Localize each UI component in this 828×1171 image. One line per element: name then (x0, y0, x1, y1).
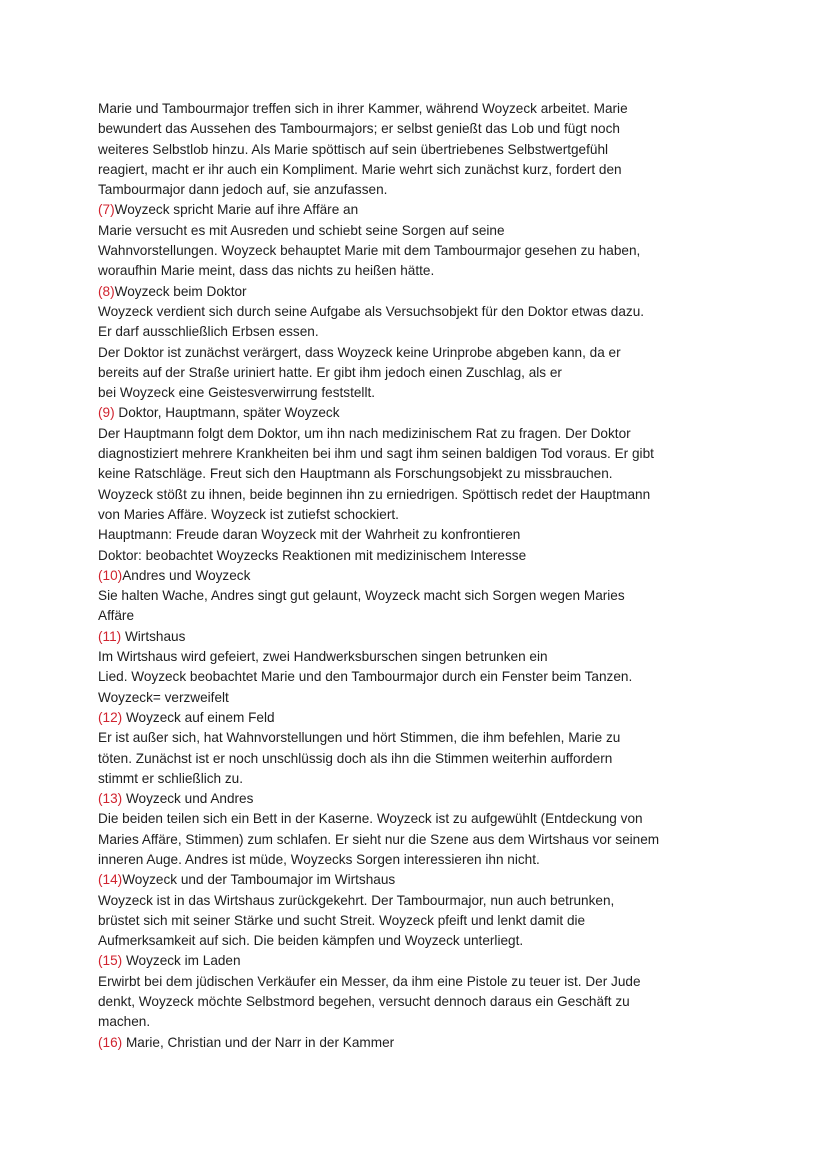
text-line (98, 606, 738, 626)
text-line (98, 180, 738, 200)
line-text: Doktor: beobachtet Woyzecks Reaktionen mit medizinischem Interesse (98, 547, 527, 563)
line-text: Woyzeck= verzweifelt (98, 689, 229, 705)
line-text: Maries Affäre, Stimmen) zum schlafen. Er sieht nur die Szene aus dem Wirtshaus vor seinem (98, 831, 660, 847)
text-line (98, 424, 738, 444)
line-text: stimmt er schließlich zu. (98, 770, 244, 786)
line-text: Der Hauptmann folgt dem Doktor, um ihn nach medizinischem Rat zu fragen. Der Doktor (98, 425, 631, 441)
document-page (98, 99, 738, 1053)
scene-title: Woyzeck im Laden (122, 953, 241, 969)
scene-number: (14) (98, 872, 123, 888)
line-text: Marie versucht es mit Ausreden und schiebt seine Sorgen auf seine (98, 222, 505, 238)
line-text: reagiert, macht er ihr auch ein Kompliment. Marie wehrt sich zunächst kurz, fordert den (98, 161, 622, 177)
line-text: Er darf ausschließlich Erbsen essen. (98, 324, 319, 340)
line-text: Hauptmann: Freude daran Woyzeck mit der Wahrheit zu konfrontieren (98, 527, 521, 543)
scene-title: Doktor, Hauptmann, später Woyzeck (114, 405, 340, 421)
scene-heading (98, 200, 738, 220)
text-line (98, 891, 738, 911)
text-line (98, 749, 738, 769)
scene-number: (11) (98, 628, 122, 644)
scene-heading (98, 951, 738, 971)
text-line (98, 586, 738, 606)
scene-title: Woyzeck und der Tamboumajor im Wirtshaus (122, 872, 396, 888)
text-line (98, 830, 738, 850)
text-line (98, 241, 738, 261)
line-text: inneren Auge. Andres ist müde, Woyzecks Sorgen interessieren ihn nicht. (98, 851, 540, 867)
scene-number: (10) (98, 567, 123, 583)
line-text: von Maries Affäre. Woyzeck ist zutiefst schockiert. (98, 506, 399, 522)
scene-heading (98, 1033, 738, 1053)
scene-number: (7) (98, 202, 115, 218)
scene-heading (98, 627, 738, 647)
line-text: Erwirbt bei dem jüdischen Verkäufer ein Messer, da ihm eine Pistole zu teuer ist. Der Jude (98, 973, 641, 989)
line-text: bewundert das Aussehen des Tambourmajors; er selbst genießt das Lob und fügt noch (98, 121, 620, 137)
line-text: Woyzeck stößt zu ihnen, beide beginnen ihn zu erniedrigen. Spöttisch redet der Hauptmann (98, 486, 651, 502)
text-line (98, 505, 738, 525)
scene-title: Wirtshaus (121, 628, 186, 644)
text-line (98, 261, 738, 281)
scene-number: (16) (98, 1034, 123, 1050)
line-text: Er ist außer sich, hat Wahnvorstellungen und hört Stimmen, die ihm befehlen, Marie zu (98, 730, 621, 746)
line-text: bei Woyzeck eine Geistesverwirrung feststellt. (98, 385, 376, 401)
scene-title: Woyzeck spricht Marie auf ihre Affäre an (114, 202, 359, 218)
line-text: töten. Zunächst ist er noch unschlüssig doch als ihn die Stimmen weiterhin auffordern (98, 750, 613, 766)
scene-number: (13) (98, 791, 123, 807)
text-line (98, 546, 738, 566)
line-text: Sie halten Wache, Andres singt gut gelaunt, Woyzeck macht sich Sorgen wegen Maries (98, 588, 625, 604)
text-line (98, 444, 738, 464)
line-text: Affäre (98, 608, 135, 624)
scene-title: Woyzeck beim Doktor (114, 283, 247, 299)
text-line (98, 322, 738, 342)
text-line (98, 972, 738, 992)
line-text: Der Doktor ist zunächst verärgert, dass Woyzeck keine Urinprobe abgeben kann, da er (98, 344, 621, 360)
scene-number: (8) (98, 283, 115, 299)
scene-heading (98, 403, 738, 423)
scene-heading (98, 282, 738, 302)
scene-title: Andres und Woyzeck (122, 567, 251, 583)
line-text: Im Wirtshaus wird gefeiert, zwei Handwerksburschen singen betrunken ein (98, 649, 548, 665)
scene-title: Marie, Christian und der Narr in der Kammer (122, 1034, 395, 1050)
line-text: woraufhin Marie meint, dass das nichts zu heißen hätte. (98, 263, 435, 279)
text-line (98, 363, 738, 383)
text-line (98, 809, 738, 829)
text-line (98, 464, 738, 484)
text-line (98, 343, 738, 363)
line-text: keine Ratschläge. Freut sich den Hauptmann als Forschungsobjekt zu missbrauchen. (98, 466, 613, 482)
line-text: bereits auf der Straße uriniert hatte. Er gibt ihm jedoch einen Zuschlag, als er (98, 364, 562, 380)
line-text: brüstet sich mit seiner Stärke und sucht Streit. Woyzeck pfeift und lenkt damit die (98, 912, 586, 928)
text-line (98, 525, 738, 545)
scene-heading (98, 566, 738, 586)
text-line (98, 728, 738, 748)
line-text: Woyzeck ist in das Wirtshaus zurückgekehrt. Der Tambourmajor, nun auch betrunken, (98, 892, 615, 908)
text-line (98, 911, 738, 931)
text-line (98, 931, 738, 951)
scene-number: (9) (98, 405, 115, 421)
text-line (98, 1012, 738, 1032)
text-line (98, 302, 738, 322)
text-line (98, 383, 738, 403)
text-line (98, 647, 738, 667)
text-line (98, 221, 738, 241)
line-text: Wahnvorstellungen. Woyzeck behauptet Marie mit dem Tambourmajor gesehen zu haben, (98, 243, 641, 259)
scene-title: Woyzeck und Andres (122, 791, 254, 807)
line-text: diagnostiziert mehrere Krankheiten bei ihm und sagt ihm seinen baldigen Tod voraus. Er gibt (98, 446, 654, 462)
text-line (98, 992, 738, 1012)
line-text: denkt, Woyzeck möchte Selbstmord begehen, versucht dennoch daraus ein Geschäft zu (98, 994, 630, 1010)
scene-number: (12) (98, 709, 123, 725)
scene-heading (98, 870, 738, 890)
line-text: Marie und Tambourmajor treffen sich in ihrer Kammer, während Woyzeck arbeitet. Marie (98, 101, 628, 116)
line-text: weiteres Selbstlob hinzu. Als Marie spöttisch auf sein übertriebenes Selbstwertgefühl (98, 141, 609, 157)
line-text: Tambourmajor dann jedoch auf, sie anzufassen. (98, 182, 388, 198)
text-line (98, 667, 738, 687)
text-line (98, 850, 738, 870)
line-text: Woyzeck verdient sich durch seine Aufgabe als Versuchsobjekt für den Doktor etwas dazu. (98, 303, 645, 319)
line-text: machen. (98, 1014, 151, 1030)
text-line (98, 485, 738, 505)
line-text: Lied. Woyzeck beobachtet Marie und den Tambourmajor durch ein Fenster beim Tanzen. (98, 669, 633, 685)
line-text: Aufmerksamkeit auf sich. Die beiden kämpfen und Woyzeck unterliegt. (98, 933, 524, 949)
scene-heading (98, 789, 738, 809)
line-text: Die beiden teilen sich ein Bett in der Kaserne. Woyzeck ist zu aufgewühlt (Entdeckung von (98, 811, 643, 827)
text-line (98, 688, 738, 708)
text-line (98, 140, 738, 160)
text-line (98, 160, 738, 180)
scene-heading (98, 708, 738, 728)
scene-title: Woyzeck auf einem Feld (122, 709, 275, 725)
text-line (98, 99, 738, 119)
scene-number: (15) (98, 953, 123, 969)
text-line (98, 769, 738, 789)
text-line (98, 119, 738, 139)
